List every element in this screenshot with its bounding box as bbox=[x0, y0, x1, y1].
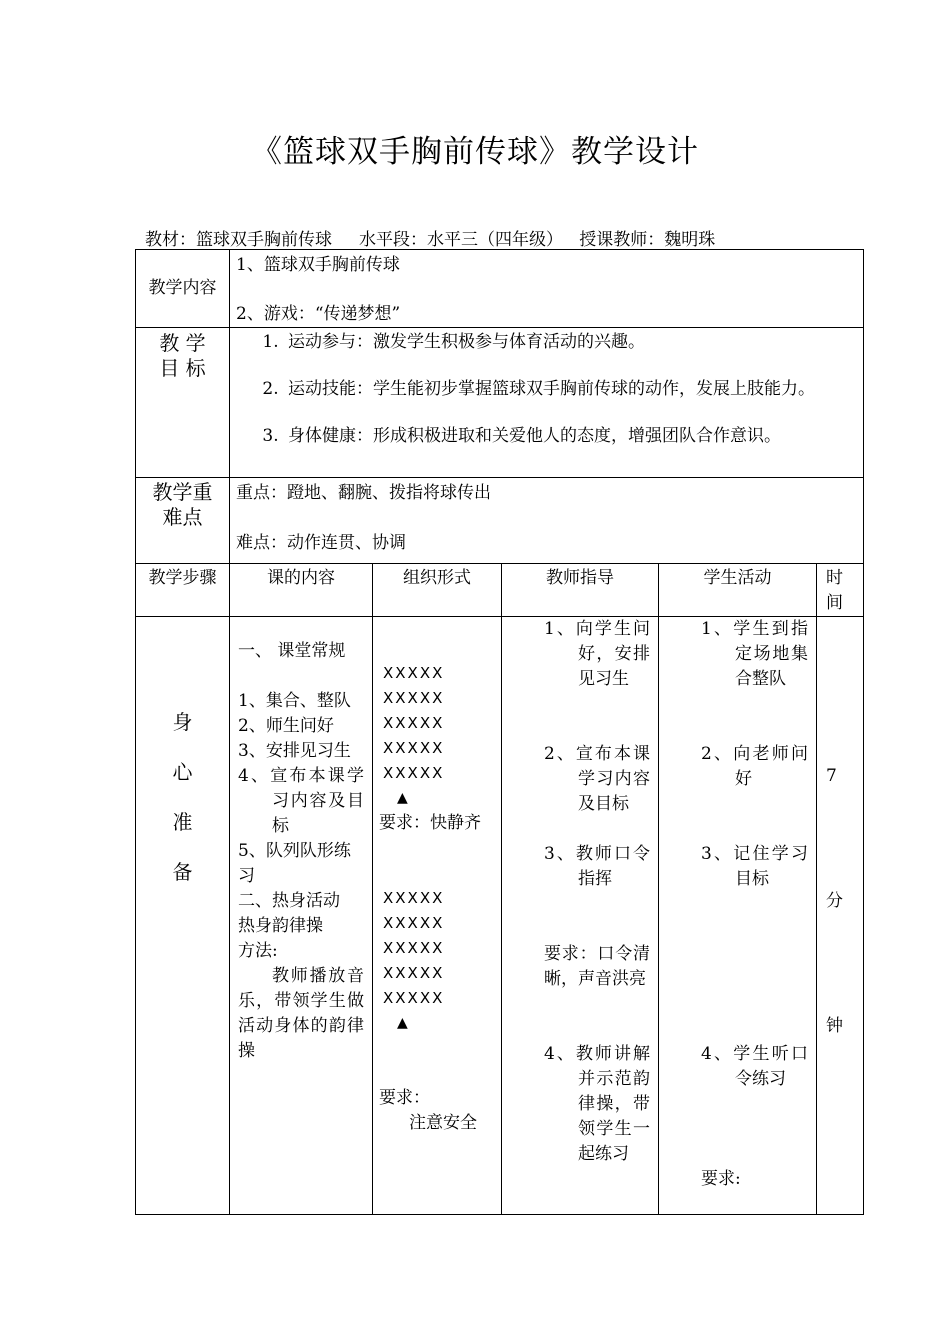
student-item: 4、学生听口令练习 bbox=[701, 1044, 808, 1089]
content-line: 5、队列队形练习 bbox=[238, 841, 351, 886]
step-char: 准 bbox=[172, 810, 193, 834]
header-time: 时 间 bbox=[817, 564, 864, 617]
content-line: 方法: bbox=[238, 941, 278, 961]
formation-row: XXXXX bbox=[383, 989, 445, 1007]
step-cell bbox=[136, 617, 230, 1215]
formation-row: XXXXX bbox=[383, 939, 445, 957]
goal-item: 2. 运动技能：学生能初步掌握篮球双手胸前传球的动作，发展上肢能力。 bbox=[284, 377, 853, 402]
section-row bbox=[136, 617, 864, 1215]
header-row bbox=[136, 564, 864, 617]
teacher-cell bbox=[502, 617, 659, 1215]
header-student: 学生活动 bbox=[659, 564, 817, 617]
goals-label: 教 学 目 标 bbox=[136, 328, 230, 478]
formation-row: XXXXX bbox=[383, 664, 445, 682]
organization-cell bbox=[373, 617, 502, 1215]
content-paragraph: 教师播放音乐，带领学生做活动身体的韵律操 bbox=[238, 966, 364, 1061]
student-cell bbox=[659, 617, 817, 1215]
content-row bbox=[136, 250, 864, 328]
time-cell bbox=[817, 617, 864, 1215]
formation-row: XXXXX bbox=[383, 889, 445, 907]
teacher-marker: ▲ bbox=[397, 790, 408, 806]
content-item-1: 1、篮球双手胸前传球 bbox=[236, 255, 400, 275]
content-line: 3、安排见习生 bbox=[238, 741, 351, 761]
formation-row: XXXXX bbox=[383, 714, 445, 732]
teacher-item: 2、宣布本课学习内容及目标 bbox=[544, 744, 650, 814]
formation-row: XXXXX bbox=[383, 689, 445, 707]
content-line: 热身韵律操 bbox=[238, 916, 323, 936]
formation-row: XXXXX bbox=[383, 964, 445, 982]
org-requirement: 注意安全 bbox=[409, 1113, 477, 1133]
lesson-table bbox=[135, 249, 864, 1215]
header-steps: 教学步骤 bbox=[136, 564, 230, 617]
header-teacher: 教师指导 bbox=[502, 564, 659, 617]
student-item: 1、学生到指定场地集合整队 bbox=[701, 619, 808, 689]
focus-text: 重点：蹬地、翻腕、拨指将球传出 bbox=[236, 483, 491, 503]
student-item: 3、记住学习目标 bbox=[701, 844, 808, 889]
info-line: 教材：篮球双手胸前传球 水平段：水平三（四年级） 授课教师：魏明珠 bbox=[145, 230, 716, 250]
page-title: 《篮球双手胸前传球》教学设计 bbox=[251, 134, 699, 170]
keypoints-row bbox=[136, 478, 864, 564]
goals-cell bbox=[230, 328, 864, 478]
time-char: 7 bbox=[826, 766, 837, 786]
formation-row: XXXXX bbox=[383, 914, 445, 932]
content-line: 4、宣布本课学习内容及目标 bbox=[238, 766, 364, 836]
time-char: 分 bbox=[826, 891, 843, 911]
time-char: 钟 bbox=[826, 1016, 843, 1036]
step-char: 身 bbox=[172, 710, 193, 734]
formation-row: XXXXX bbox=[383, 739, 445, 757]
content-cell bbox=[230, 250, 864, 328]
teacher-item: 1、向学生问好，安排见习生 bbox=[544, 619, 650, 689]
content-line: 1、集合、整队 bbox=[238, 691, 351, 711]
teacher-item: 3、教师口令指挥 bbox=[544, 844, 650, 889]
step-char: 心 bbox=[172, 760, 193, 784]
content-heading-1: 一、 课堂常规 bbox=[238, 641, 346, 661]
section-content-cell bbox=[230, 617, 373, 1215]
header-organization: 组织形式 bbox=[373, 564, 502, 617]
content-item-2: 2、游戏：“传递梦想” bbox=[236, 304, 401, 324]
student-item: 2、向老师问好 bbox=[701, 744, 808, 789]
keypoints-cell bbox=[230, 478, 864, 564]
teacher-item: 4、教师讲解并示范韵律操，带领学生一起练习 bbox=[544, 1044, 650, 1164]
goals-list bbox=[230, 328, 863, 449]
keypoints-label: 教学重 难点 bbox=[136, 478, 230, 564]
org-requirement: 要求：快静齐 bbox=[379, 813, 481, 833]
content-heading-2: 二、热身活动 bbox=[238, 891, 340, 911]
content-line: 2、师生问好 bbox=[238, 716, 334, 736]
formation-row: XXXXX bbox=[383, 764, 445, 782]
org-requirement: 要求： bbox=[379, 1088, 430, 1108]
teacher-marker: ▲ bbox=[397, 1015, 408, 1031]
student-requirement: 要求: bbox=[701, 1169, 741, 1189]
teacher-requirement: 要求：口令清晰，声音洪亮 bbox=[544, 944, 650, 989]
goals-row bbox=[136, 328, 864, 478]
goal-item: 3. 身体健康：形成积极进取和关爱他人的态度，增强团队合作意识。 bbox=[284, 424, 853, 449]
content-label: 教学内容 bbox=[136, 250, 230, 328]
goal-item: 1. 运动参与：激发学生积极参与体育活动的兴趣。 bbox=[284, 330, 853, 355]
step-char: 备 bbox=[172, 860, 193, 884]
header-content: 课的内容 bbox=[230, 564, 373, 617]
difficulty-text: 难点：动作连贯、协调 bbox=[236, 533, 406, 553]
